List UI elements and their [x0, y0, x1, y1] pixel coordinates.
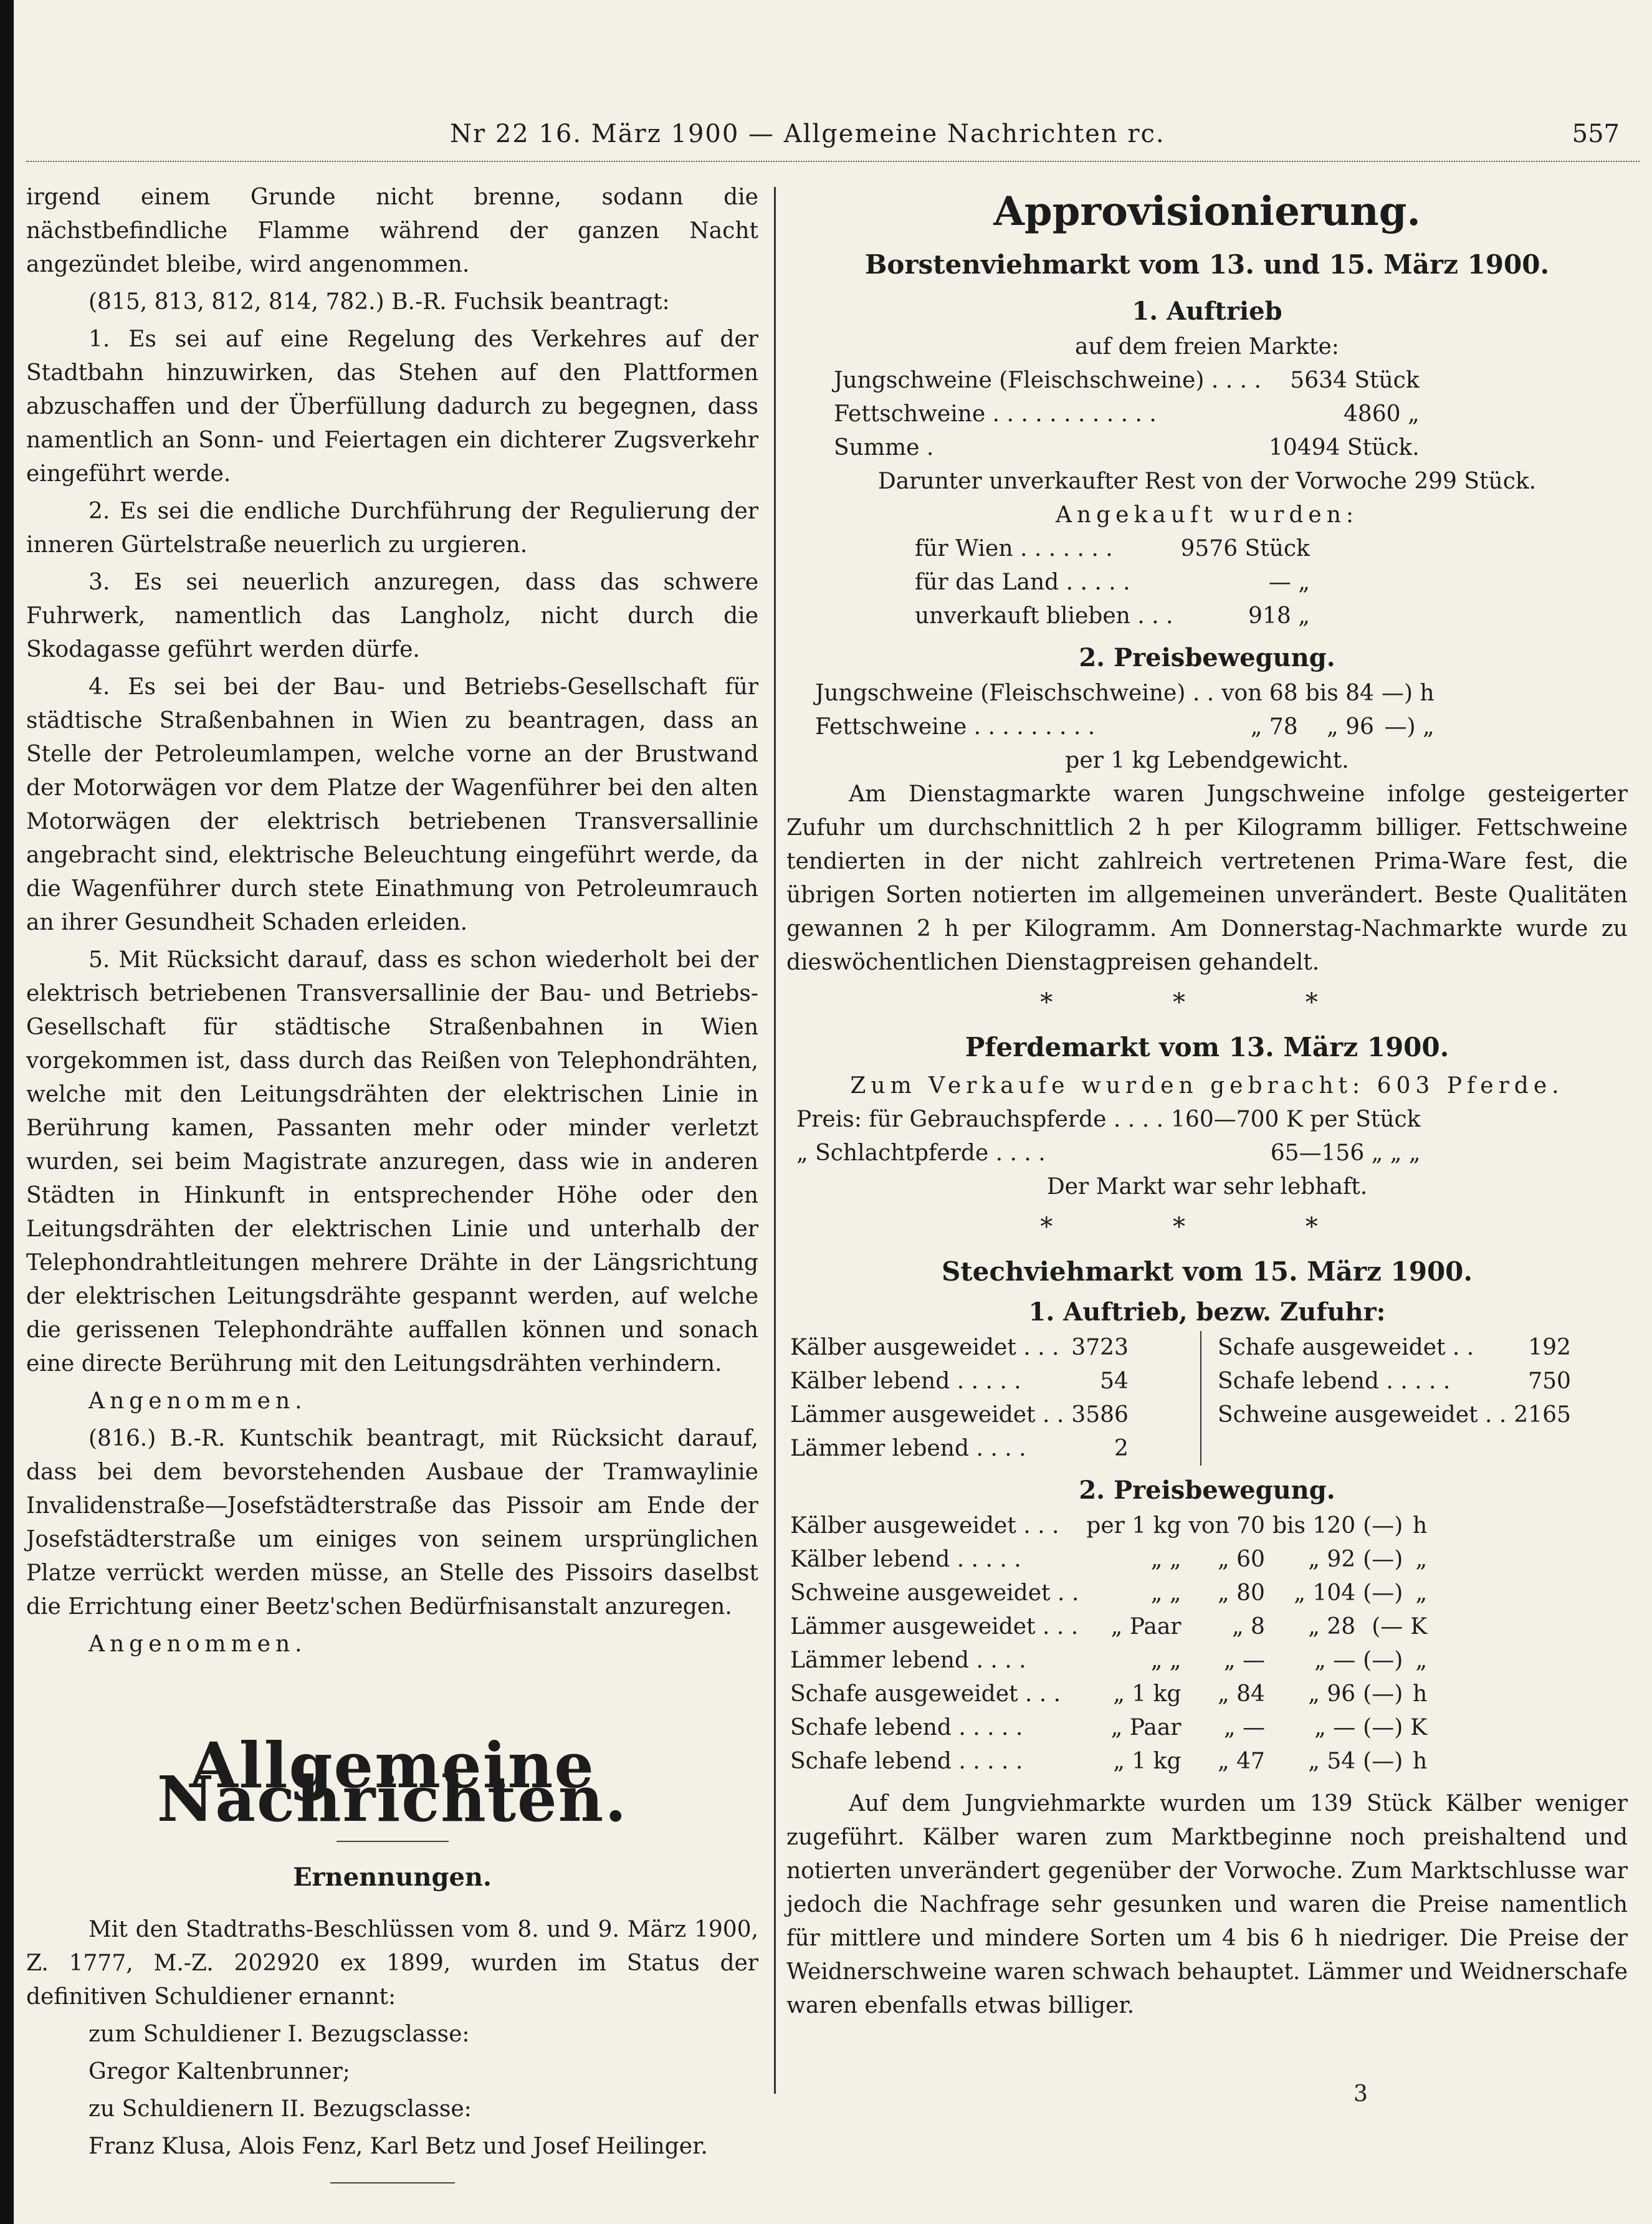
market-title: Pferdemarkt vom 13. März 1900. — [965, 1032, 1449, 1062]
table-cell: Lämmer lebend . . . . — [790, 1648, 1026, 1673]
table-cell: „ 78 — [1250, 714, 1298, 740]
table-cell: „ — [1415, 1547, 1428, 1572]
market-title: Borstenviehmarkt vom 13. und 15. März 1900. — [864, 249, 1550, 280]
separator-stars: * * * — [1040, 988, 1374, 1017]
table-cell: (—) — [1363, 1749, 1403, 1774]
paragraph: (815, 813, 812, 814, 782.) B.-R. Fuchsik beantragt: — [88, 289, 670, 315]
table-row — [911, 532, 1314, 566]
table-cell: 192 — [1528, 1335, 1571, 1360]
paragraph: 4. Es sei bei der Bau- und Betriebs-Gesellschaft für städtische Straßenbahnen in Wien zu beantragen, dass an Stelle der Petroleumlampen, welche vorne an der Brustwand der Motorwägen vor dem Platze der Wagenführer bei den alten Motorwägen der elektrisch betriebenen Transversallinie angebracht sind, elektrische Beleuchtung eingeführt werde, da die Wagenführer durch stete Einathmung von Petroleumrauch an ihrer Gesundheit Schaden erleiden. — [26, 674, 758, 935]
table-row — [811, 710, 1438, 744]
table-cell: „ 96 — [1327, 714, 1374, 740]
table-row — [793, 1137, 1425, 1170]
table-cell: 5634 Stück — [1290, 368, 1420, 393]
table-cell: Jungschweine (Fleischschweine) . . — [815, 680, 1215, 706]
table-cell: Schafe lebend . . . . . — [790, 1715, 1023, 1740]
table-cell: Schafe lebend . . . . . — [790, 1749, 1023, 1774]
footer-page-number: 3 — [1354, 2081, 1368, 2107]
divider — [337, 1841, 449, 1842]
table-cell: „ 47 — [1218, 1749, 1265, 1774]
table-cell: „ Paar — [1110, 1715, 1182, 1740]
table-cell: h — [1412, 1681, 1428, 1707]
table-row — [1214, 1365, 1575, 1398]
page-header — [14, 111, 1652, 161]
table-cell: „ 8 — [1231, 1614, 1265, 1639]
table-cell: bis 120 — [1272, 1513, 1356, 1539]
table-row — [911, 566, 1314, 599]
table-cell: „ — — [1314, 1715, 1356, 1740]
table-cell: unverkauft blieben . . . — [915, 603, 1173, 629]
paragraph: per 1 kg Lebendgewicht. — [1065, 748, 1349, 773]
table-row — [830, 398, 1423, 431]
table-row — [786, 1678, 1431, 1711]
table-cell: (—) — [1363, 1513, 1403, 1539]
table-cell: — „ — [1268, 570, 1310, 595]
newspaper-page — [14, 0, 1652, 2224]
paragraph: Auf dem Jungviehmarkte wurden um 139 Stück Kälber weniger zugeführt. Kälber waren zum Marktbeginne noch preishaltend und notierten unverändert gegenüber der Vorwoche. Zum Marktschlusse war jedoch die Nachfrage sehr gesunken und waren die Preise namentlich für mittlere und mindere Sorten um 4 bis 6 h niedriger. Die Preise der Weidnerschweine waren schwach behauptet. Lämmer und Weidnerschafe waren ebenfalls etwas billiger. — [786, 1791, 1628, 2018]
table-cell: von 70 — [1188, 1513, 1265, 1539]
table-cell: 9576 Stück — [1180, 536, 1310, 561]
table-cell: —) h — [1381, 680, 1435, 706]
table-cell: „ — — [1314, 1648, 1356, 1673]
table-cell: Kälber ausgeweidet . . . — [790, 1335, 1059, 1360]
pferde-table — [793, 1103, 1425, 1170]
header-rule — [26, 161, 1640, 162]
table-row — [1214, 1398, 1575, 1432]
section-title: Approvisionierung. — [993, 188, 1421, 235]
paragraph: 2. Es sei die endliche Durchführung der Regulierung der inneren Gürtelstraße neuerlich zu urgieren. — [26, 499, 758, 558]
table-cell: „ „ — [1150, 1648, 1182, 1673]
table-cell: Schweine ausgeweidet . . — [1218, 1402, 1507, 1428]
separator-stars: * * * — [1040, 1213, 1374, 1241]
table-cell: K — [1410, 1614, 1428, 1639]
table-cell: Lämmer ausgeweidet . . . — [790, 1614, 1079, 1639]
paragraph: (816.) B.-R. Kuntschik beantragt, mit Rücksicht darauf, dass bei dem bevorstehenden Ausbaue der Tramwaylinie Invalidenstraße—Josefstädterstraße das Pissoir am Ende der Josefstädterstraße um einiges von seinem ursprünglichen Platze verrückt werden müsse, an Stelle des Pissoirs daselbst die Errichtung einer Beetz'schen Bedürfnisanstalt anzuregen. — [26, 1426, 758, 1620]
table-cell: h — [1412, 1513, 1428, 1539]
table-cell: 3723 — [1071, 1335, 1129, 1360]
paragraph: Mit den Stadtraths-Beschlüssen vom 8. und 9. März 1900, Z. 1777, M.-Z. 202920 ex 1899, wurden im Status der definitiven Schuldiener ernannt: — [26, 1917, 758, 2010]
table-cell: K — [1410, 1715, 1428, 1740]
table-row — [786, 1610, 1431, 1644]
section-title: Allgemeine Nachrichten. — [156, 1729, 628, 1836]
table-cell: 2165 — [1514, 1402, 1571, 1428]
subsection-title: Ernennungen. — [293, 1863, 492, 1892]
table-cell: für Wien . . . . . . . — [915, 536, 1113, 561]
table-row — [786, 1577, 1431, 1610]
table-cell: Schafe ausgeweidet . . — [1218, 1335, 1474, 1360]
table-cell: Lämmer ausgeweidet . . — [790, 1402, 1064, 1428]
header-title: Nr 22 16. März 1900 — Allgemeine Nachrichten rc. — [450, 120, 1165, 148]
zufuhr-left-table — [786, 1331, 1132, 1466]
paragraph: Darunter unverkaufter Rest von der Vorwoche 299 Stück. — [877, 469, 1537, 494]
table-cell: 65—156 „ „ „ — [1270, 1140, 1421, 1166]
table-cell: 160—700 K per Stück — [1171, 1107, 1421, 1132]
table-cell: 4860 „ — [1343, 401, 1420, 427]
zufuhr-right-table — [1214, 1331, 1575, 1432]
paragraph: zu Schuldienern II. Bezugsclasse: — [88, 2096, 472, 2122]
table-cell: Kälber lebend . . . . . — [790, 1368, 1021, 1394]
table-row — [830, 431, 1423, 465]
table-cell: „ Schlachtpferde . . . . — [796, 1140, 1046, 1166]
table-cell: (—) — [1363, 1681, 1403, 1707]
table-cell: „ — — [1223, 1715, 1265, 1740]
paragraph: Angenommen. — [88, 1631, 307, 1657]
table-cell: Schafe lebend . . . . . — [1218, 1368, 1451, 1394]
table-cell: „ 28 — [1308, 1614, 1356, 1639]
table-cell: „ 92 — [1308, 1547, 1356, 1572]
paragraph: irgend einem Grunde nicht brenne, sodann die nächstbefindliche Flamme während der ganzen Nacht angezündet bleibe, wird angenommen. — [26, 184, 758, 277]
table-cell: „ 104 — [1294, 1580, 1356, 1606]
angekauft-table — [911, 532, 1314, 633]
subheading: 1. Auftrieb, bezw. Zufuhr: — [1028, 1297, 1386, 1327]
left-column — [26, 181, 758, 2202]
table-cell: „ 84 — [1218, 1681, 1265, 1707]
zufuhr-tables — [786, 1331, 1628, 1466]
table-cell: „ „ — [1150, 1580, 1182, 1606]
paragraph: 3. Es sei neuerlich anzuregen, dass das schwere Fuhrwerk, namentlich das Langholz, nicht durch die Skodagasse geführt werden dürfe. — [26, 570, 758, 662]
table-cell: Lämmer lebend . . . . — [790, 1436, 1026, 1461]
table-cell: (—) — [1363, 1715, 1403, 1740]
paragraph: Zum Verkaufe wurden gebracht: 603 Pferde. — [850, 1073, 1564, 1099]
header-page-number: 557 — [1572, 120, 1620, 148]
table-cell: (— — [1372, 1614, 1403, 1639]
table-cell: —) „ — [1384, 714, 1435, 740]
table-cell: per 1 kg — [1086, 1513, 1182, 1539]
table-cell: (—) — [1363, 1547, 1403, 1572]
table-row — [811, 677, 1438, 710]
table-cell: (—) — [1363, 1648, 1403, 1673]
table-cell: „ „ — [1150, 1547, 1182, 1572]
table-row — [786, 1331, 1132, 1365]
table-cell: „ — [1415, 1580, 1428, 1606]
table-cell: „ — [1415, 1648, 1428, 1673]
paragraph: 1. Es sei auf eine Regelung des Verkehres auf der Stadtbahn hinzuwirken, das Stehen auf den Plattformen abzuschaffen und der Überfüllung dadurch zu begegnen, dass namentlich an Sonn- und Feiertagen ein dichterer Zugsverkehr eingeführt werde. — [26, 327, 758, 487]
auftrieb-table — [830, 364, 1423, 465]
table-cell: Kälber ausgeweidet . . . — [790, 1513, 1059, 1539]
table-cell: „ 60 — [1218, 1547, 1265, 1572]
table-row — [786, 1509, 1431, 1543]
paragraph: Gregor Kaltenbrunner; — [88, 2059, 350, 2084]
table-cell: 2 — [1114, 1436, 1129, 1461]
table-row — [786, 1711, 1431, 1745]
table-cell: „ Paar — [1110, 1614, 1182, 1639]
subheading-note: auf dem freien Markte: — [1075, 334, 1339, 360]
table-cell: von 68 — [1221, 680, 1298, 706]
preis-table — [811, 677, 1438, 744]
table-cell: h — [1412, 1749, 1428, 1774]
subheading: 2. Preisbewegung. — [1079, 1476, 1335, 1505]
table-row — [786, 1745, 1431, 1778]
table-cell: „ 1 kg — [1113, 1681, 1182, 1707]
table-row — [911, 599, 1314, 633]
preis-stechvieh-table — [786, 1509, 1431, 1778]
table-cell: Summe . — [834, 435, 934, 461]
table-cell: Schweine ausgeweidet . . — [790, 1580, 1079, 1606]
column-separator — [774, 187, 776, 2094]
table-row — [830, 364, 1423, 398]
subheading: 2. Preisbewegung. — [1079, 643, 1335, 672]
table-cell: „ 80 — [1218, 1580, 1265, 1606]
table-cell: „ 96 — [1308, 1681, 1356, 1707]
table-cell: 54 — [1100, 1368, 1129, 1394]
table-cell: 10494 Stück. — [1268, 435, 1420, 461]
table-row — [1214, 1331, 1575, 1365]
table-cell: „ — — [1223, 1648, 1265, 1673]
table-row — [786, 1432, 1132, 1466]
table-cell: Preis: für Gebrauchspferde . . . . — [796, 1107, 1164, 1132]
table-row — [786, 1365, 1132, 1398]
table-cell: Schafe ausgeweidet . . . — [790, 1681, 1061, 1707]
table-cell: (—) — [1363, 1580, 1403, 1606]
right-column — [786, 181, 1628, 2026]
table-cell: für das Land . . . . . — [915, 570, 1130, 595]
table-row — [786, 1398, 1132, 1432]
paragraph: Angenommen. — [88, 1388, 307, 1414]
table-cell: „ 1 kg — [1113, 1749, 1182, 1774]
divider — [330, 2182, 455, 2183]
paragraph: Angekauft wurden: — [1055, 502, 1359, 528]
table-cell: Jungschweine (Fleischschweine) . . . . — [834, 368, 1261, 393]
table-cell: „ 54 — [1308, 1749, 1356, 1774]
paragraph: 5. Mit Rücksicht darauf, dass es schon wiederholt bei der elektrisch betriebenen Transversallinie der Bau- und Betriebs-Gesellschaft für städtische Straßenbahnen in Wien vorgekommen ist, dass durch das Reißen von Telephondrähten, welche mit den Leitungsdrähten der elektrischen Linie in Berührung kamen, Passanten mehr oder minder verletzt wurden, sei beim Magistrate anzuregen, dass wie in anderen Städten in Hinkunft in entsprechender Höhe oder den Leitungsdrähten der elektrischen Linie und unterhalb der Telephondrahtleitungen mehrere Drähte in der Längsrichtung der elektrischen Leitungsdrähte gespannt werden, auf welche die gerissenen Telephondrähte auffallen können und sonach eine directe Berührung mit den Leitungsdrähten verhindern. — [26, 947, 758, 1377]
table-cell: Kälber lebend . . . . . — [790, 1547, 1021, 1572]
table-row — [793, 1103, 1425, 1137]
table-cell: 3586 — [1071, 1402, 1129, 1428]
table-cell: Fettschweine . . . . . . . . . — [815, 714, 1096, 740]
table-row — [786, 1644, 1431, 1678]
table-cell: 750 — [1528, 1368, 1571, 1394]
paragraph: Am Dienstagmarkte waren Jungschweine infolge gesteigerter Zufuhr um durchschnittlich 2 h per Kilogramm billiger. Fettschweine tendierten in der nicht zahlreich vertretenen Prima-Ware fest, die übrigen Sorten notierten im allgemeinen unverändert. Beste Qualitäten gewannen 2 h per Kilogramm. Am Donnerstag-Nachmarkte wurde zu dieswöchentlichen Dienstagpreisen gehandelt. — [786, 781, 1628, 975]
table-cell: Fettschweine . . . . . . . . . . . . — [834, 401, 1157, 427]
paragraph: Der Markt war sehr lebhaft. — [1046, 1174, 1368, 1200]
paragraph: zum Schuldiener I. Bezugsclasse: — [88, 2021, 470, 2047]
table-row — [786, 1543, 1431, 1577]
table-cell: 918 „ — [1248, 603, 1310, 629]
market-title: Stechviehmarkt vom 15. März 1900. — [941, 1256, 1473, 1287]
paragraph: Franz Klusa, Alois Fenz, Karl Betz und Josef Heilinger. — [88, 2134, 708, 2159]
subheading: 1. Auftrieb — [1132, 297, 1282, 326]
table-cell: bis 84 — [1305, 680, 1374, 706]
